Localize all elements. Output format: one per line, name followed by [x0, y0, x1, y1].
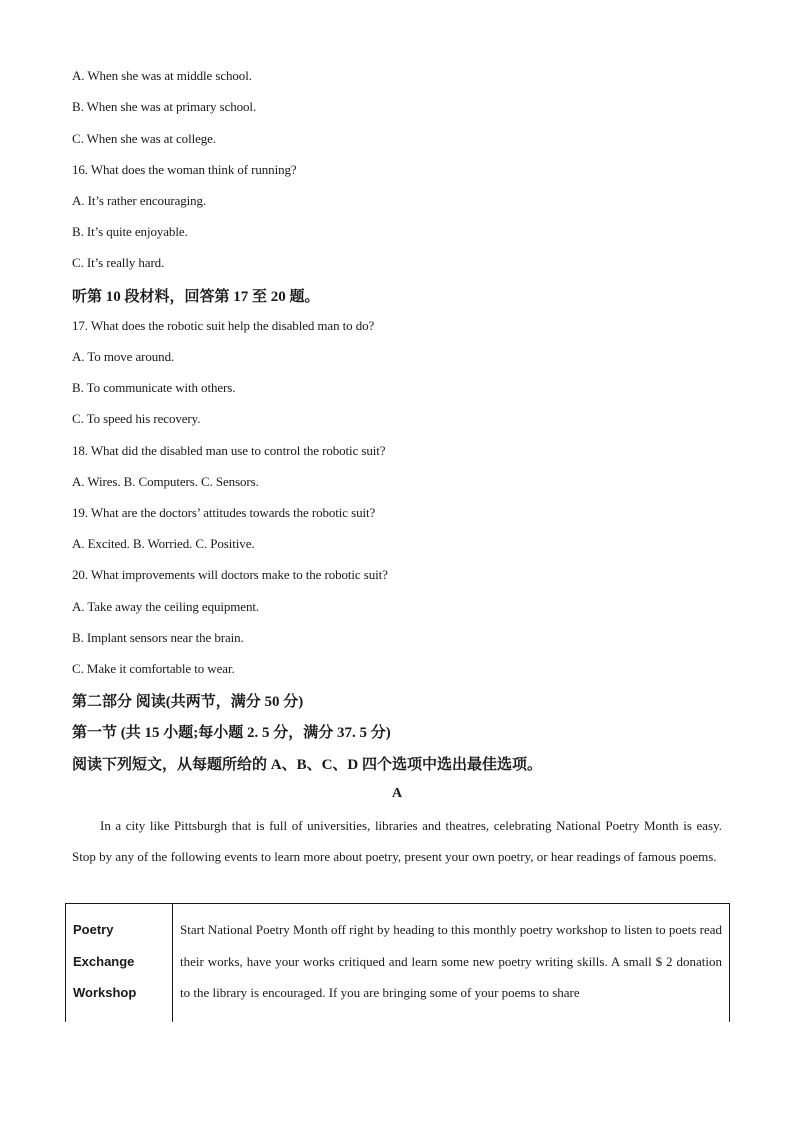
q17-question: 17. What does the robotic suit help the disabled man to do? [72, 318, 375, 333]
q19-options: A. Excited. B. Worried. C. Positive. [72, 536, 255, 551]
event-name-line: Workshop [73, 985, 137, 1000]
q17-option-b: B. To communicate with others. [72, 380, 236, 395]
q20-option-c: C. Make it comfortable to wear. [72, 661, 235, 676]
event-name-line: Poetry [73, 922, 114, 937]
event-name-line: Exchange [73, 953, 135, 969]
q19-question: 19. What are the doctors’ attitudes towards the robotic suit? [72, 505, 376, 520]
q15-option-c: C. When she was at college. [72, 131, 216, 146]
events-table [65, 903, 730, 1022]
q17-option-c: C. To speed his recovery. [72, 411, 201, 426]
reading-instruction: 阅读下列短文，从每题所给的 A、B、C、D 四个选项中选出最佳选项。 [72, 757, 543, 773]
part2-heading: 第二部分 阅读(共两节，满分 50 分) [72, 694, 304, 710]
passage-label: A [391, 786, 403, 801]
section10-heading: 听第 10 段材料，回答第 17 至 20 题。 [72, 289, 320, 305]
q16-question: 16. What does the woman think of running? [72, 162, 297, 177]
q15-option-a: A. When she was at middle school. [72, 68, 252, 83]
q18-question: 18. What did the disabled man use to control the robotic suit? [72, 443, 386, 458]
event-description: Start National Poetry Month off right by heading to this monthly poetry workshop to listen to poets read their works, have your works critiqued and learn some new poetry writing skills. A small $ 2 donation to the library is encouraged. If you are bringing some of your poems to share [180, 922, 722, 1000]
q16-option-c: C. It’s really hard. [72, 255, 165, 270]
q16-option-b: B. It’s quite enjoyable. [72, 224, 188, 239]
q20-question: 20. What improvements will doctors make to the robotic suit? [72, 567, 388, 582]
q17-option-a: A. To move around. [72, 349, 175, 364]
event-description-cell [173, 904, 730, 1023]
q20-option-b: B. Implant sensors near the brain. [72, 630, 244, 645]
table-row [66, 904, 730, 1023]
section1-heading: 第一节 (共 15 小题;每小题 2. 5 分，满分 37. 5 分) [72, 725, 391, 741]
event-name-cell [66, 904, 173, 1023]
q16-option-a: A. It’s rather encouraging. [72, 193, 207, 208]
q20-option-a: A. Take away the ceiling equipment. [72, 599, 260, 614]
q18-options: A. Wires. B. Computers. C. Sensors. [72, 474, 259, 489]
q15-option-b: B. When she was at primary school. [72, 99, 257, 114]
passage-intro: In a city like Pittsburgh that is full of universities, libraries and theatres, celebrating National Poetry Month is easy. Stop by any of the following events to learn more about poetry, present your own poetry, or hear readings of famous poems. [72, 818, 722, 864]
